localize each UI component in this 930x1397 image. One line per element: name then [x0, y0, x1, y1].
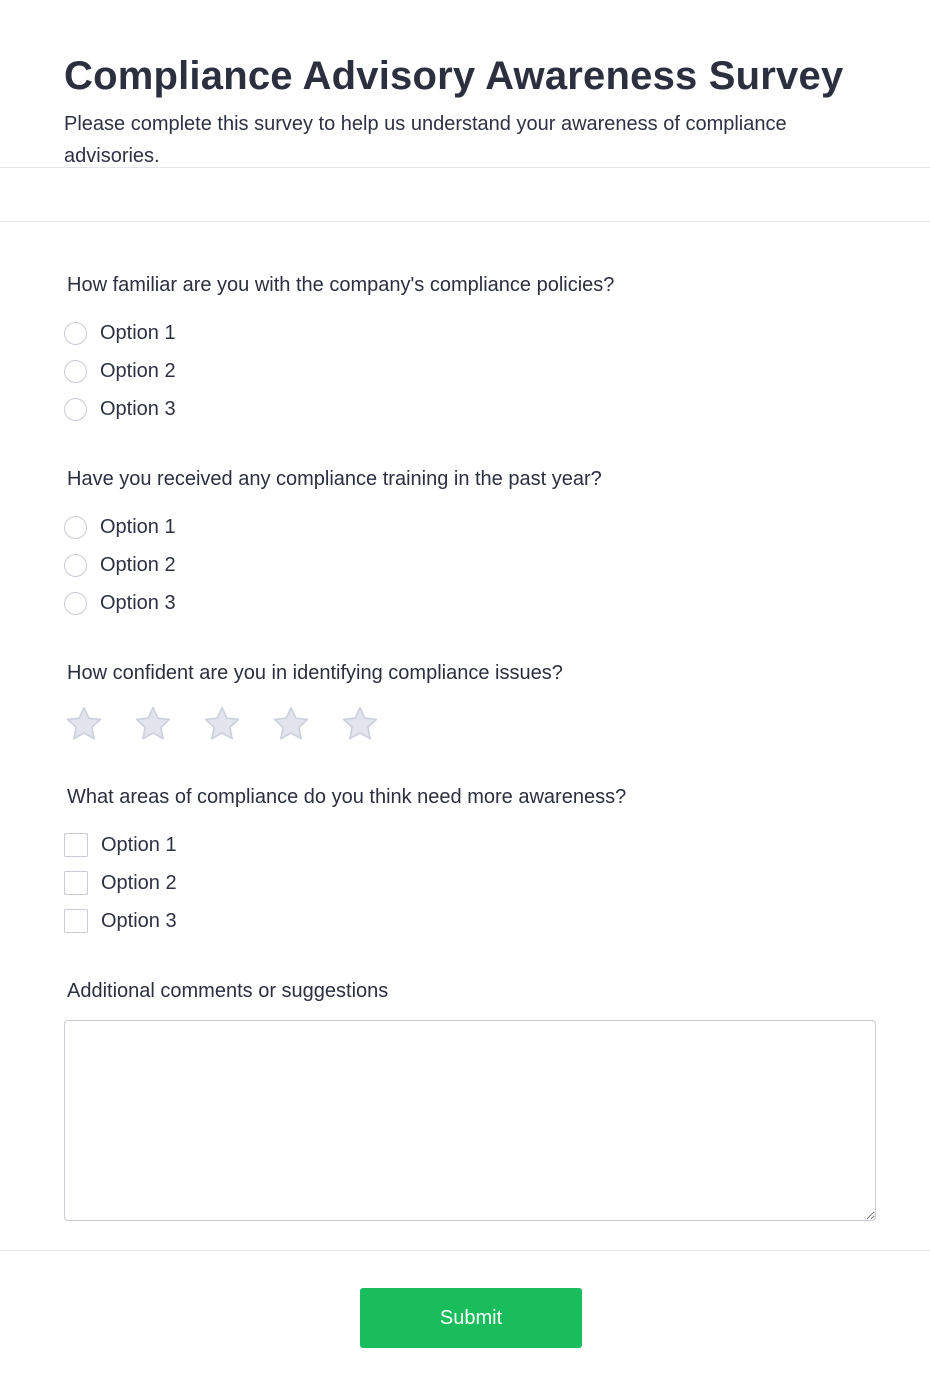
option-label: Option 1	[100, 516, 176, 538]
option-label: Option 2	[101, 872, 177, 894]
radio-group	[64, 314, 876, 428]
star-3-icon[interactable]	[202, 704, 271, 744]
option-label: Option 1	[100, 322, 176, 344]
checkbox-option-3[interactable]	[64, 902, 876, 940]
question-compliance-training	[64, 466, 876, 622]
star-1-icon[interactable]	[64, 704, 133, 744]
radio-button[interactable]	[64, 398, 87, 421]
radio-option-3[interactable]	[64, 584, 876, 622]
option-label: Option 3	[100, 398, 176, 420]
checkbox[interactable]	[64, 909, 88, 933]
radio-option-3[interactable]	[64, 390, 876, 428]
checkbox[interactable]	[64, 871, 88, 895]
survey-description: Please complete this survey to help us understand your awareness of compliance advisories.	[64, 113, 787, 167]
question-label: How confident are you in identifying compliance issues?	[67, 662, 563, 684]
star-rating	[64, 704, 876, 744]
radio-option-2[interactable]	[64, 352, 876, 390]
question-label: Have you received any compliance training in the past year?	[67, 468, 602, 490]
radio-option-1[interactable]	[64, 314, 876, 352]
question-awareness-areas	[64, 784, 876, 940]
option-label: Option 3	[100, 592, 176, 614]
star-2-icon[interactable]	[133, 704, 202, 744]
submit-button[interactable]: Submit	[360, 1288, 582, 1348]
option-label: Option 2	[100, 360, 176, 382]
radio-button[interactable]	[64, 360, 87, 383]
radio-option-1[interactable]	[64, 508, 876, 546]
option-label: Option 1	[101, 834, 177, 856]
question-additional-comments	[64, 978, 876, 1221]
star-4-icon[interactable]	[271, 704, 340, 744]
comments-textarea[interactable]	[64, 1020, 876, 1221]
question-compliance-familiarity	[64, 272, 876, 428]
survey-body	[0, 221, 930, 1251]
option-label: Option 3	[101, 910, 177, 932]
survey-header	[0, 0, 930, 168]
radio-button[interactable]	[64, 554, 87, 577]
question-label: Additional comments or suggestions	[67, 980, 389, 1002]
checkbox-option-2[interactable]	[64, 864, 876, 902]
radio-option-2[interactable]	[64, 546, 876, 584]
radio-button[interactable]	[64, 592, 87, 615]
radio-button[interactable]	[64, 516, 87, 539]
checkbox-group	[64, 826, 876, 940]
star-5-icon[interactable]	[340, 704, 409, 744]
survey-footer	[0, 1251, 930, 1397]
radio-button[interactable]	[64, 322, 87, 345]
option-label: Option 2	[100, 554, 176, 576]
question-label: What areas of compliance do you think need more awareness?	[67, 786, 627, 808]
survey-title: Compliance Advisory Awareness Survey	[64, 54, 844, 98]
checkbox[interactable]	[64, 833, 88, 857]
radio-group	[64, 508, 876, 622]
question-confidence-rating	[64, 660, 876, 744]
question-label: How familiar are you with the company's compliance policies?	[67, 274, 615, 296]
checkbox-option-1[interactable]	[64, 826, 876, 864]
